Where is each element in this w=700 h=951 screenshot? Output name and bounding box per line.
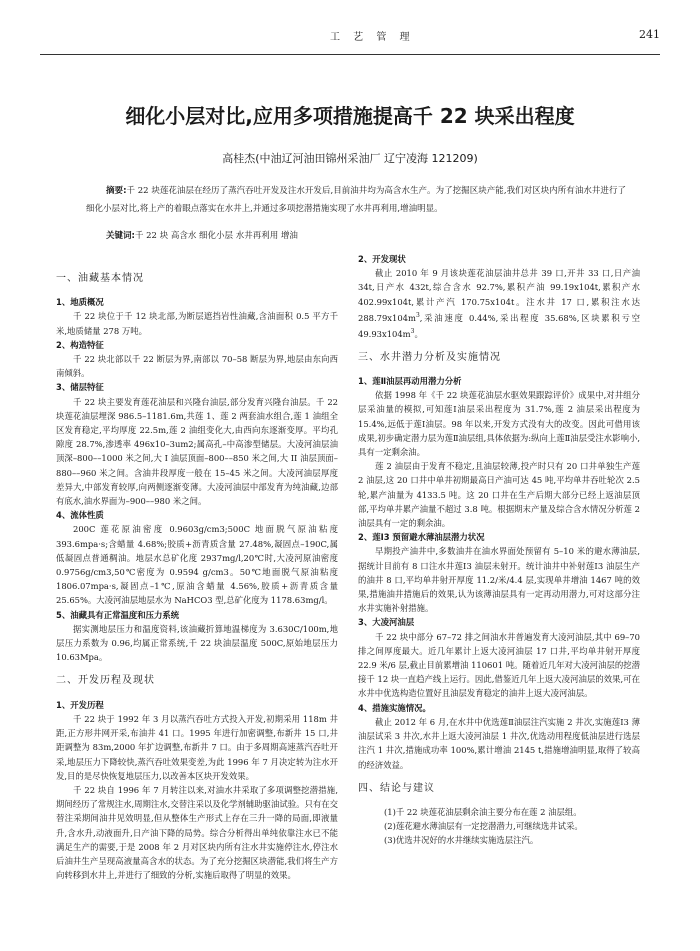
paragraph-3-4: 截止 2012 年 6 月,在水井中优选莲Ⅱ油层注汽实施 2 井次,实施莲Ⅰ3 薄油层试采 3 井次,水井上返大凌河油层 1 井次,优选动用程度低油层进行选层注汽 1 井次,措施成功率 100%,累计增油 2145 t,措施增油明显,取得了较高的经济效益。 — [358, 716, 640, 770]
abstract-text: 千 22 块莲花油层在经历了蒸汽吞吐开发及注水开发后,目前油井均为高含水生产。为了挖掘区块产能,我们对区块内所有油水井进行了细化小层对比,将上产的着眼点落实在水井上,并通过多项挖潜措施实现了水井再利用,增油明显。 — [86, 186, 626, 214]
article-title: 细化小层对比,应用多项措施提高千 22 块采出程度 — [125, 104, 575, 128]
superscript: 3 — [415, 311, 420, 319]
paragraph-3-1a: 依据 1998 年《千 22 块莲花油层水驱效果跟踪评价》成果中,对井组分层采油量的模拟,可知莲Ⅰ油层采出程度为 31.7%,莲 2 油层采出程度为 15.4%,远低于莲Ⅰ油层。98 年以来,开发方式没有大的改变。因此可借用该成果,初步确定潜力层为莲Ⅱ油层组,具体依据为:纵向上莲Ⅱ油层受注水影响小,具有一定剩余油。 — [358, 390, 640, 458]
superscript: 3 — [410, 327, 415, 335]
paragraph-2-2-text-b: ,采油速度 0.44%,采出程度 35.68%,区块累积亏空 49.93x104m — [358, 312, 640, 339]
paragraph-1-5: 据实测地层压力和温度资料,该油藏折算地温梯度为 3.630C/100m,地层压力系数为 0.96,均属正常系统,千 22 块油层温度 500C,原始地层压力 10.63Mpa。 — [56, 623, 338, 663]
page-number: 241 — [639, 28, 660, 41]
running-header — [40, 28, 660, 46]
subhead-3-3: 3、大凌河油层 — [358, 617, 415, 628]
subhead-3-1: 1、莲Ⅱ油层再动用潜力分析 — [358, 376, 462, 387]
subhead-2-1: 1、开发历程 — [56, 699, 104, 710]
subhead-1-3: 3、储层特征 — [56, 382, 104, 393]
paragraph-1-2: 千 22 块北部以千 22 断层为界,南部以 70–58 断层为界,地层由东向西南倾斜。 — [56, 354, 338, 379]
conclusion-item: (3)优选井况好的水井继续实施选层注汽。 — [384, 835, 539, 846]
paragraph-2-1b: 千 22 块自 1996 年 7 月转注以来,对油水井采取了多项调整挖潜措施,期间经历了常规注水,周期注水,交替注采以及化学剂辅助驱油试验。只有在交替注采期间油井见效明显,但从整体生产形式上存在三升一降的局面,即液量升,含水升,动液面升,日产油下降的局势。综合分析得出单纯依靠注水已不能满足生产的需要,于是 2008 年 2 月对区块内所有注水井实施停注水,停注水后油井生产呈现高液量高含水的状态。为了充分挖掘区块潜能,我们将生产方向转移到水井上,并进行了细致的分析,实施后取得了明显的效果。 — [56, 784, 338, 881]
paragraph-3-3: 千 22 块中部分 67–72 排之间油水井普遍发育大凌河油层,其中 69–70 排之间厚度最大。近几年累计上返大凌河油层 17 口井,平均单井射开厚度 22.9 米/6 层,截止目前累增油 110601 吨。随着近几年对大凌河油层的挖潜接千 12 块一直趋产线上运行。因此,借鉴近几年上返大凌河油层的效果,可在水井中优选构造位置好且油层发育稳定的油井上返大凌河油层。 — [358, 631, 640, 699]
subhead-1-5: 5、油藏具有正常温度和压力系统 — [56, 609, 180, 620]
keywords — [106, 229, 626, 243]
paragraph-3-1b: 莲 2 油层由于发育不稳定,且油层较薄,投产时只有 20 口井单独生产莲 2 油层,这 20 口井中单井初期最高日产油可达 45 吨,平均单井吞吐轮次 2.5 轮,累产油量为 4133.5 吨。这 20 口井在生产后期大部分已经上返油层顶部,平均单井累产油量不超过 3.8 吨。根据期末产量及综合含水情况分析莲 2 油层具有一定的剩余油。 — [358, 461, 640, 529]
keywords-text: 千 22 块 高含水 细化小层 水井再利用 增油 — [134, 231, 298, 241]
author-line: 高桂杰(中油辽河油田锦州采油厂 辽宁凌海 121209) — [222, 152, 478, 165]
section-2-title: 二、开发历程及现状 — [56, 675, 155, 687]
paragraph-2-2-text-c: 。 — [414, 328, 423, 339]
paragraph-1-1: 千 22 块位于千 12 块北部,为断层遮挡岩性油藏,含油面积 0.5 平方千米,地质储量 278 万吨。 — [56, 311, 338, 336]
keywords-label: 关键词: — [106, 231, 135, 241]
abstract — [86, 182, 626, 218]
section-4-title: 四、结论与建议 — [358, 782, 435, 794]
subhead-2-2: 2、开发现状 — [358, 254, 406, 264]
paragraph-3-2: 早期投产油井中,多数油井在油水界面处预留有 5–10 米的避水薄油层,据统计目前有 8 口注水井莲Ⅰ3 油层未射开。统计油井中补射莲Ⅰ3 油层生产的油井 8 口,平均单井射开厚度 11.2/米/4.4 层,实现单井增油 1467 吨的效果,措施油井措施后的效果,认为该薄油层具有一定再动用潜力,可对这部分注水井实施补射措施。 — [358, 546, 640, 614]
paragraph-1-4: 200C 莲花原油密度 0.9603g/cm3;500C 地面脱气原油粘度 393.6mpa·s;含蜡量 4.68%;胶质+沥青质含量 27.48%,凝固点–190C,属低凝固点普通稠油。地层水总矿化度 2937mg/l,20℃时,大凌河原油密度 0.9756g/cm3,50℃密度为 0.9594 g/cm3。50℃地面脱气原油粘度 1806.07mpa·s,凝固点–1℃,原油含蜡量 4.56%,胶质+沥青质含量 25.65%。大凌河油层地层水为 NaHCO3 型,总矿化度为 1178.63mg/l。 — [56, 524, 338, 606]
conclusion-list — [358, 805, 640, 848]
section-label: 工 艺 管 理 — [330, 32, 415, 43]
right-column — [358, 252, 640, 848]
abstract-label: 摘要: — [106, 186, 127, 196]
subhead-3-4: 4、措施实施情况。 — [358, 702, 431, 713]
paragraph-2-1a: 千 22 块于 1992 年 3 月以蒸汽吞吐方式投入开发,初期采用 118m 井距,正方形井网开采,布油井 41 口。1995 年进行加密调整,布新井 15 口,井距调整为 83m,2000 年扩边调整,布新井 7 口。由于多周期高速蒸汽吞吐开采,地层压力下降较快,蒸汽吞吐效果变差,为此 1996 年 7 月决定转为注水开发,目的是尽快恢复地层压力,以改善本区块开发效果。 — [56, 713, 338, 781]
subhead-1-2: 2、构造特征 — [56, 339, 104, 350]
subhead-1-1: 1、地质概况 — [56, 297, 104, 308]
paragraph-1-3: 千 22 块主要发育莲花油层和兴隆台油层,部分发育兴隆台油层。千 22 块莲花油层埋深 986.5–1181.6m,共莲 1、莲 2 两套油水组合,莲 1 油组全区发育稳定,平均厚度 22.5m,莲 2 油组变化大,由西向东逐渐变厚。平均孔隙度 28.7%,渗透率 496x10–3um2;属高孔–中高渗型储层。大凌河油层油顶深–800––1000 米之间,大 I 油层顶面–800––850 米之间,大 II 油层顶面–880––960 米之间。含油井段厚度一般在 15–45 米之间。大凌河油层厚度差异大,中部发育较厚,向两侧逐渐变薄。大凌河油层中部发育为纯油藏,边部有底水,油水界面为–900––980 米之间。 — [56, 396, 338, 507]
conclusion-item: (1)千 22 块莲花油层剩余油主要分布在莲 2 油层组。 — [384, 806, 582, 817]
subhead-3-2: 2、莲Ⅰ3 预留避水薄油层潜力状况 — [358, 532, 485, 543]
subhead-1-4: 4、流体性质 — [56, 510, 104, 521]
section-1-title: 一、油藏基本情况 — [56, 273, 144, 284]
header-rule — [40, 54, 660, 55]
paragraph-2-2-text: 截止 2010 年 9 月该块莲花油层油井总井 39 口,开井 33 口,日产油 34t,日产水 432t,综合含水 92.7%,累积产油 99.19x104t,累积产水 402.99x104t,累计产汽 170.75x104t。注水井 17 口,累积注水达 288.79x104m — [358, 268, 640, 323]
paragraph-2-2 — [358, 266, 640, 341]
left-column — [56, 262, 338, 882]
section-3-title: 三、水井潜力分析及实施情况 — [358, 351, 501, 363]
conclusion-item: (2)莲花避水薄油层有一定挖潜潜力,可继续选井试采。 — [384, 821, 583, 832]
